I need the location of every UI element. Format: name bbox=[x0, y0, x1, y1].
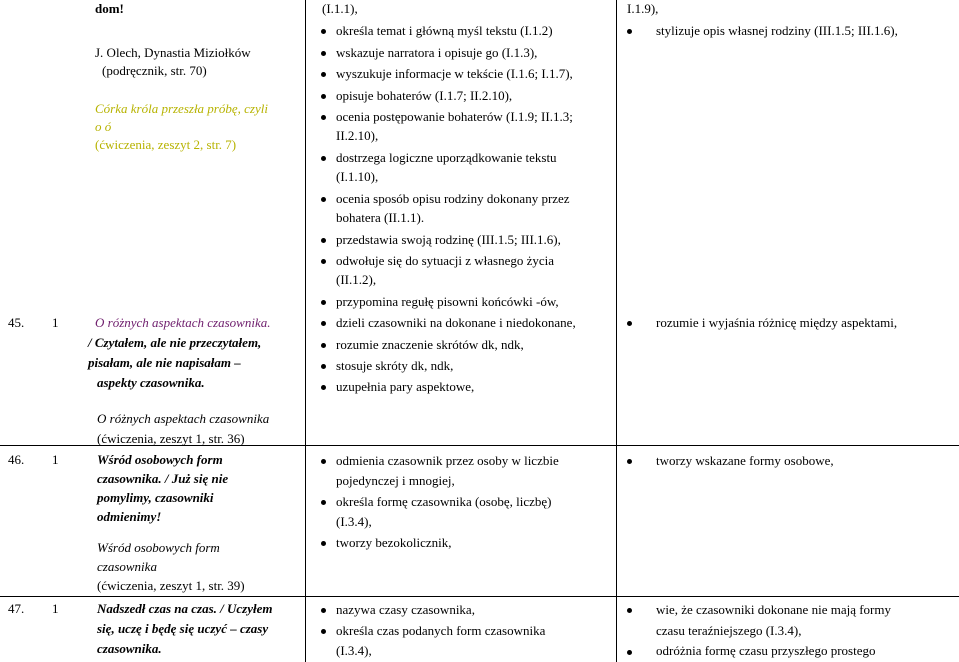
bullet-icon bbox=[321, 51, 326, 56]
lesson-title-line: się, uczę i będę się uczyć – czasy bbox=[97, 621, 269, 636]
bullet-icon bbox=[321, 385, 326, 390]
row0-col1-line: Córka króla przeszła próbę, czyli bbox=[95, 101, 268, 116]
row46-col2-line: pojedynczej i mnogiej, bbox=[336, 473, 455, 488]
bullet-icon bbox=[321, 541, 326, 546]
lesson-title-line: czasownika. bbox=[97, 641, 162, 656]
lesson-title-line: aspekty czasownika. bbox=[97, 375, 205, 390]
row0-col2-line: (II.1.2), bbox=[336, 272, 377, 287]
row0-col1-line: o ó bbox=[95, 119, 112, 134]
material-line: O różnych aspektach czasownika bbox=[97, 411, 270, 426]
row0-col1-line: (ćwiczenia, zeszyt 2, str. 7) bbox=[95, 137, 237, 152]
row45-col2-line: uzupełnia pary aspektowe, bbox=[336, 379, 475, 394]
row0-col2-line: odwołuje się do sytuacji z własnego życia bbox=[336, 253, 555, 268]
lesson-title-line: Wśród osobowych form bbox=[97, 452, 223, 467]
row0-col1-line: J. Olech, Dynastia Miziołków bbox=[95, 45, 251, 60]
bullet-icon bbox=[321, 72, 326, 77]
row46-col2-line: (I.3.4), bbox=[336, 514, 372, 529]
row0-col2-line: określa temat i główną myśl tekstu (I.1.2) bbox=[336, 23, 553, 38]
lesson-title-line: pomylimy, czasowniki bbox=[97, 490, 214, 505]
bullet-icon bbox=[627, 459, 632, 464]
bullet-icon bbox=[321, 156, 326, 161]
lesson-title-line: Nadszedł czas na czas. / Uczyłem bbox=[97, 601, 273, 616]
lesson-number: 45. bbox=[8, 315, 25, 330]
lesson-number: 46. bbox=[8, 452, 25, 467]
bullet-icon bbox=[627, 29, 632, 34]
material-line: czasownika bbox=[97, 559, 157, 574]
bullet-icon bbox=[321, 238, 326, 243]
row-divider-2 bbox=[0, 596, 959, 597]
bullet-icon bbox=[321, 343, 326, 348]
bullet-icon bbox=[321, 94, 326, 99]
material-line: (ćwiczenia, zeszyt 1, str. 39) bbox=[97, 578, 245, 593]
bullet-icon bbox=[321, 608, 326, 613]
material-line: Wśród osobowych form bbox=[97, 540, 220, 555]
bullet-icon bbox=[321, 115, 326, 120]
bullet-icon bbox=[627, 321, 632, 326]
row0-col2-line: (I.1.10), bbox=[336, 169, 379, 184]
row47-col2-line: nazywa czasy czasownika, bbox=[336, 602, 475, 617]
row0-col3-line: stylizuje opis własnej rodziny (III.1.5; III.1.6), bbox=[656, 23, 898, 38]
row45-col2-line: stosuje skróty dk, ndk, bbox=[336, 358, 454, 373]
row46-col3-line: tworzy wskazane formy osobowe, bbox=[656, 453, 834, 468]
row0-col2-line: przypomina regułę pisowni końcówki -ów, bbox=[336, 294, 559, 309]
lesson-number: 47. bbox=[8, 601, 25, 616]
bullet-icon bbox=[321, 364, 326, 369]
column-divider-2 bbox=[616, 0, 617, 662]
row0-col2-line: wskazuje narratora i opisuje go (I.1.3), bbox=[336, 45, 538, 60]
bullet-icon bbox=[321, 197, 326, 202]
lesson-hours: 1 bbox=[52, 601, 59, 616]
lesson-title-line: odmienimy! bbox=[97, 509, 162, 524]
bullet-icon bbox=[321, 629, 326, 634]
row0-col2-line: (I.1.1), bbox=[322, 1, 358, 16]
row45-col3-line: rozumie i wyjaśnia różnicę między aspektami, bbox=[656, 315, 898, 330]
bullet-icon bbox=[321, 459, 326, 464]
row46-col2-line: określa formę czasownika (osobę, liczbę) bbox=[336, 494, 552, 509]
row47-col2-line: określa czas podanych form czasownika bbox=[336, 623, 546, 638]
bullet-icon bbox=[627, 608, 632, 613]
lesson-title-line: / Czytałem, ale nie przeczytałem, bbox=[88, 335, 262, 350]
row0-col2-line: ocenia sposób opisu rodziny dokonany przez bbox=[336, 191, 570, 206]
row47-col2-line: (I.3.4), bbox=[336, 643, 372, 658]
lesson-hours: 1 bbox=[52, 315, 59, 330]
row0-col2-line: wyszukuje informacje w tekście (I.1.6; I.1.7), bbox=[336, 66, 573, 81]
row0-col1-line: dom! bbox=[95, 1, 124, 16]
row46-col2-line: tworzy bezokolicznik, bbox=[336, 535, 452, 550]
row47-col3-line: odróżnia formę czasu przyszłego prostego bbox=[656, 643, 876, 658]
row46-col2-line: odmienia czasownik przez osoby w liczbie bbox=[336, 453, 559, 468]
row47-col3-line: wie, że czasowniki dokonane nie mają formy bbox=[656, 602, 891, 617]
row0-col2-line: dostrzega logiczne uporządkowanie tekstu bbox=[336, 150, 557, 165]
row0-col1-line: (podręcznik, str. 70) bbox=[102, 63, 207, 78]
row45-col2-line: dzieli czasowniki na dokonane i niedokonane, bbox=[336, 315, 576, 330]
row0-col2-line: opisuje bohaterów (I.1.7; II.2.10), bbox=[336, 88, 513, 103]
lesson-title-line: pisałam, ale nie napisałam – bbox=[88, 355, 241, 370]
lesson-title-line: O różnych aspektach czasownika. bbox=[95, 315, 271, 330]
row47-col3-line: czasu teraźniejszego (I.3.4), bbox=[656, 623, 802, 638]
lesson-title-line: czasownika. / Już się nie bbox=[97, 471, 229, 486]
bullet-icon bbox=[321, 321, 326, 326]
row0-col3-line: I.1.9), bbox=[627, 1, 659, 16]
bullet-icon bbox=[321, 259, 326, 264]
bullet-icon bbox=[321, 300, 326, 305]
bullet-icon bbox=[321, 500, 326, 505]
row0-col2-line: II.2.10), bbox=[336, 128, 379, 143]
bullet-icon bbox=[627, 650, 632, 655]
material-line: (ćwiczenia, zeszyt 1, str. 36) bbox=[97, 431, 245, 446]
row0-col2-line: przedstawia swoją rodzinę (III.1.5; III.1.6), bbox=[336, 232, 561, 247]
row45-col2-line: rozumie znaczenie skrótów dk, ndk, bbox=[336, 337, 524, 352]
bullet-icon bbox=[321, 29, 326, 34]
column-divider-1 bbox=[305, 0, 306, 662]
row0-col2-line: ocenia postępowanie bohaterów (I.1.9; II.1.3; bbox=[336, 109, 573, 124]
row0-col2-line: bohatera (II.1.1). bbox=[336, 210, 425, 225]
lesson-hours: 1 bbox=[52, 452, 59, 467]
